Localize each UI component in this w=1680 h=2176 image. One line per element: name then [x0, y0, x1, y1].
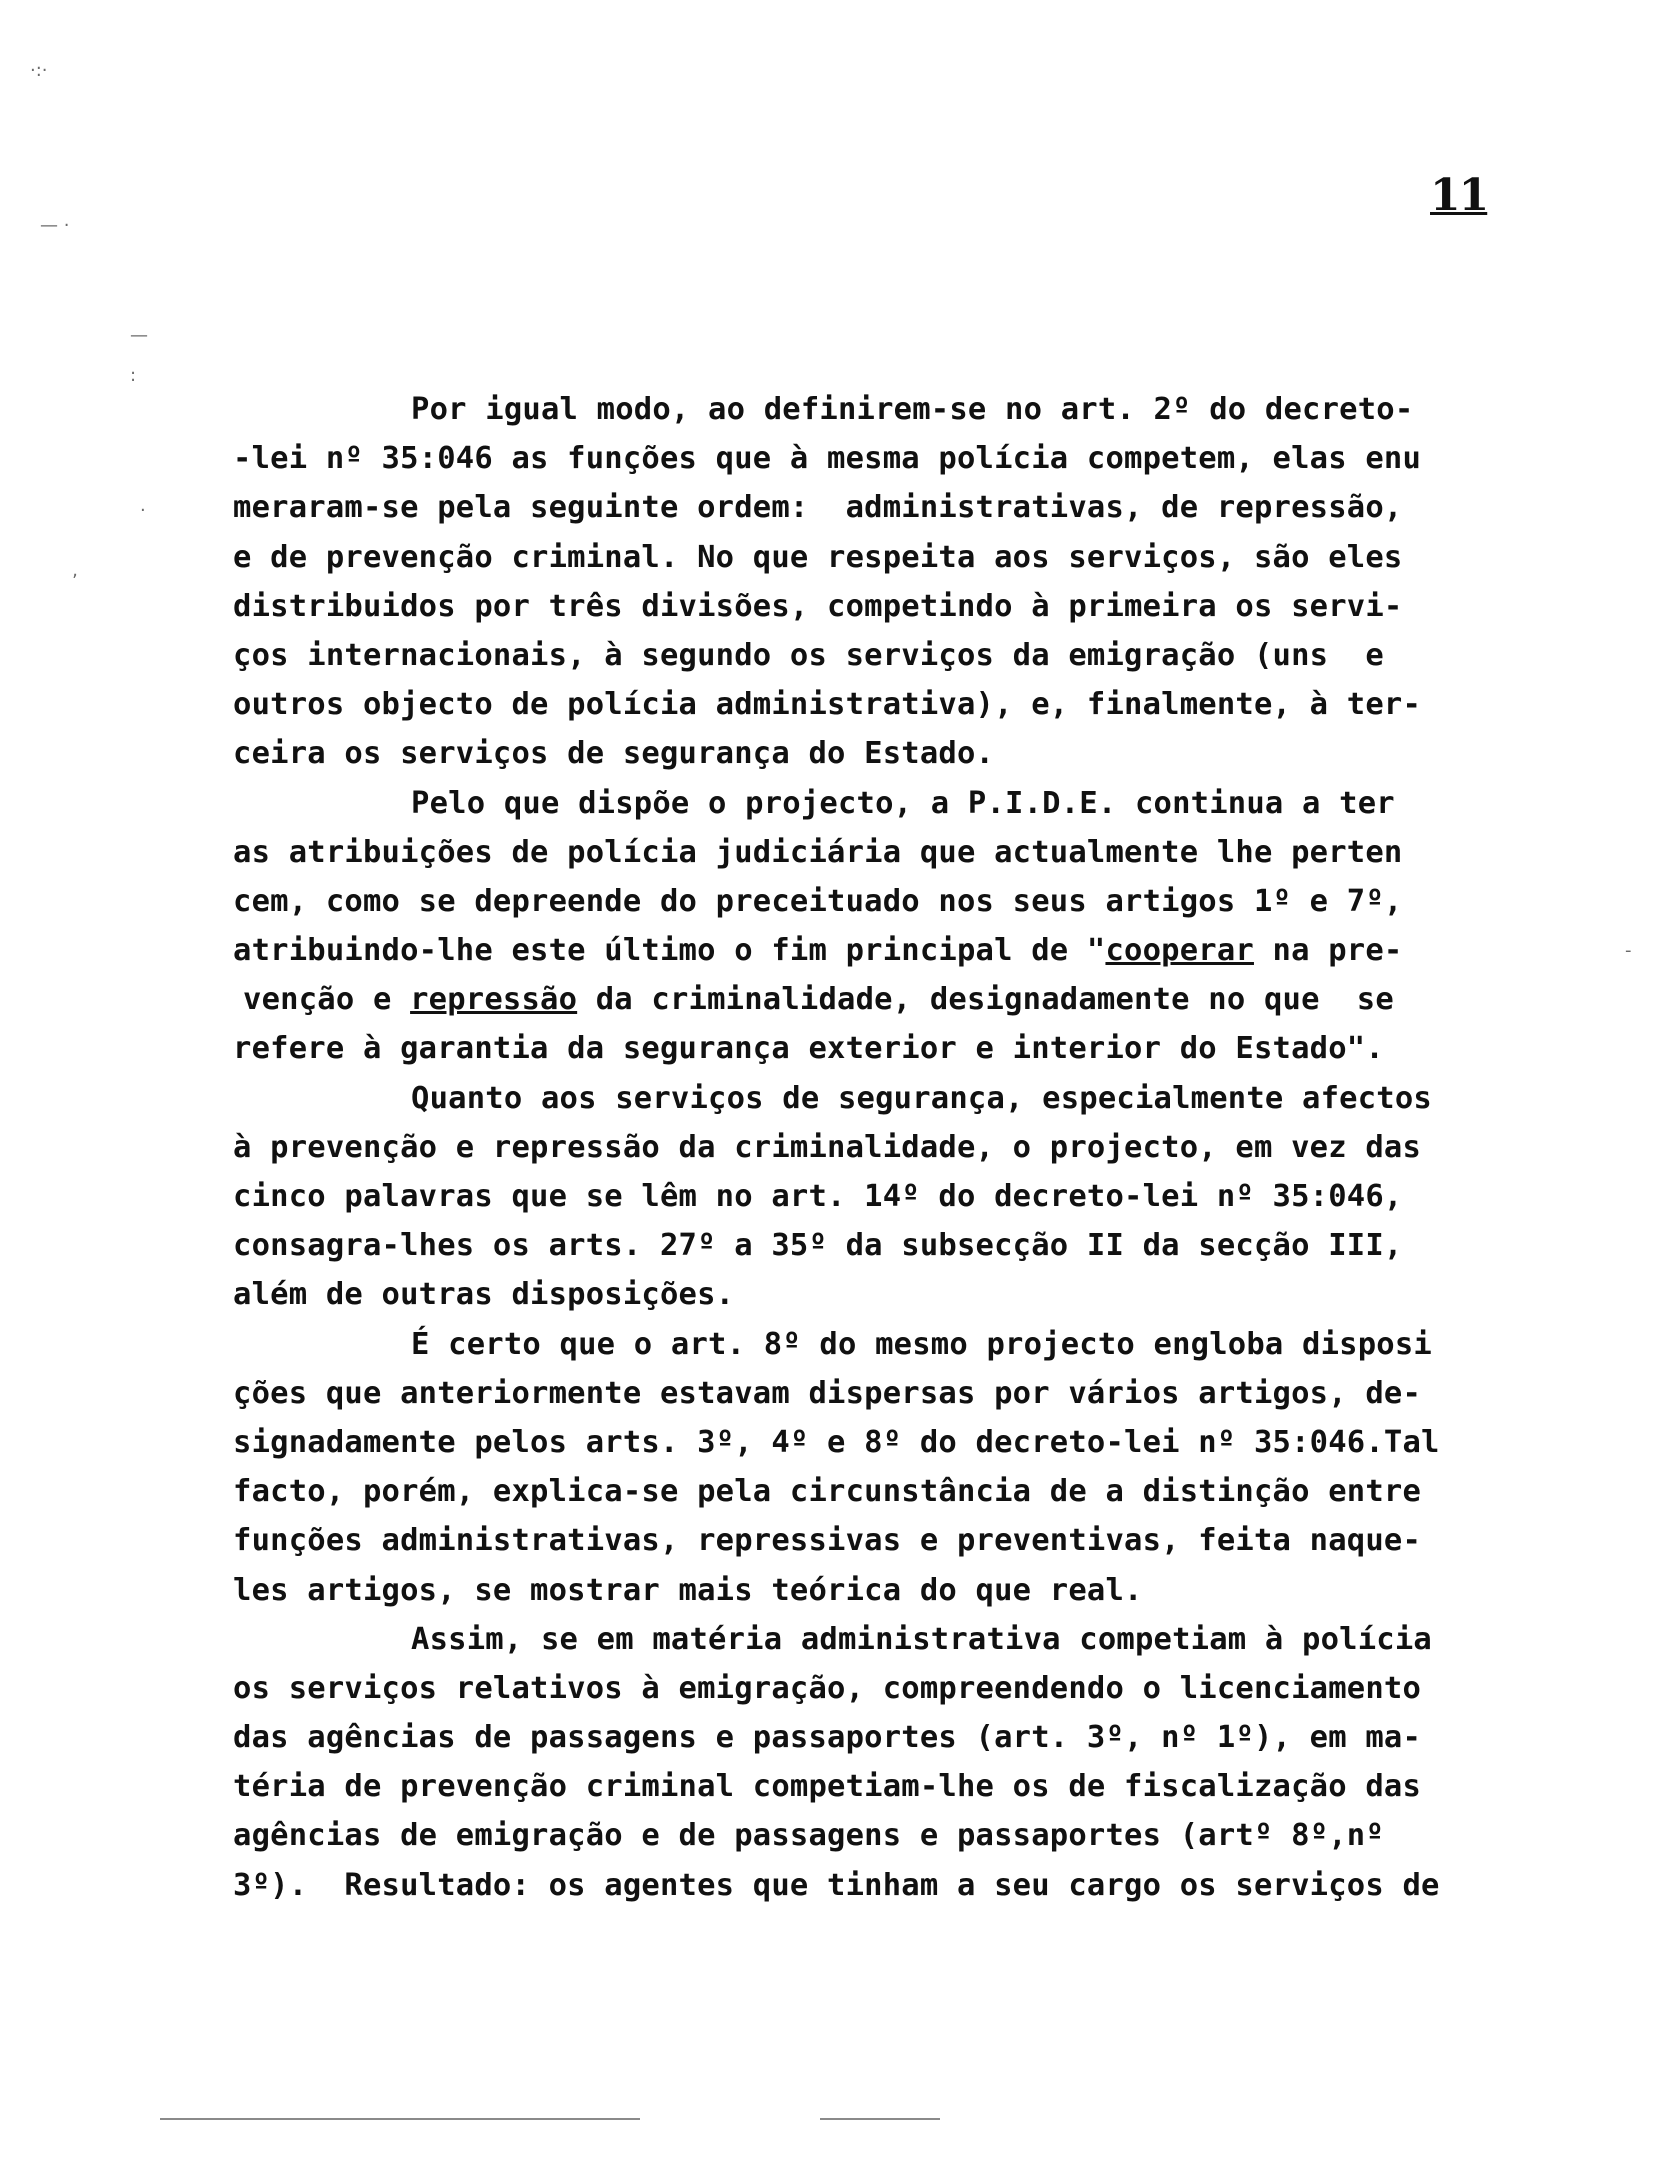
- text-line: à prevenção e repressão da criminalidade, o projecto, em vez das: [233, 1129, 1422, 1165]
- page-number: 11: [1430, 170, 1488, 221]
- text-line: facto, porém, explica-se pela circunstância de a distinção entre: [233, 1474, 1422, 1510]
- text-line: signadamente pelos arts. 3º, 4º e 8º do decreto-lei nº 35:046.Tal: [233, 1424, 1440, 1460]
- text-line: distribuidos por três divisões, competindo à primeira os servi-: [233, 588, 1403, 624]
- paragraph-4: [233, 1320, 1513, 1615]
- text-line: cem, como se depreende do preceituado nos seus artigos 1º e 7º,: [233, 883, 1403, 919]
- margin-mark: ·:·: [30, 60, 48, 81]
- margin-mark: :: [130, 365, 137, 386]
- footer-rule: [820, 2118, 940, 2120]
- text-line: -lei nº 35:046 as funções que à mesma polícia competem, elas enu: [233, 441, 1422, 477]
- margin-mark: ‚: [72, 560, 78, 581]
- text-line: ceira os serviços de segurança do Estado.: [233, 736, 995, 772]
- underlined-word: cooperar: [1105, 933, 1254, 969]
- text-segment: venção e: [243, 982, 411, 1018]
- footer-rule: [160, 2118, 640, 2120]
- text-line: Assim, se em matéria administrativa competiam à polícia: [411, 1621, 1432, 1657]
- underlined-word: repressão: [410, 982, 578, 1018]
- paragraph-2: [233, 779, 1513, 1074]
- text-line: refere à garantia da segurança exterior e interior do Estado".: [233, 1031, 1384, 1067]
- text-line: ções que anteriormente estavam dispersas por vários artigos, de-: [233, 1375, 1422, 1411]
- paragraph-3: [233, 1074, 1513, 1320]
- text-line: Quanto aos serviços de segurança, especialmente afectos: [411, 1080, 1432, 1116]
- text-line: os serviços relativos à emigração, compreendendo o licenciamento: [233, 1670, 1422, 1706]
- text-line: das agências de passagens e passaportes (art. 3º, nº 1º), em ma-: [233, 1720, 1422, 1756]
- text-line: les artigos, se mostrar mais teórica do que real.: [233, 1572, 1143, 1608]
- text-line: téria de prevenção criminal competiam-lhe os de fiscalização das: [233, 1769, 1422, 1805]
- text-segment: da criminalidade, designadamente no que se: [577, 982, 1394, 1018]
- text-line: 3º). Resultado: os agentes que tinham a seu cargo os serviços de: [233, 1867, 1440, 1903]
- text-line: agências de emigração e de passagens e passaportes (artº 8º,nº: [233, 1818, 1384, 1854]
- text-line: cinco palavras que se lêm no art. 14º do decreto-lei nº 35:046,: [233, 1179, 1403, 1214]
- text-line: Pelo que dispõe o projecto, a P.I.D.E. continua a ter: [411, 785, 1395, 821]
- text-line: consagra-lhes os arts. 27º a 35º da subsecção II da secção III,: [233, 1228, 1403, 1264]
- paragraph-5: [233, 1615, 1513, 1910]
- margin-mark: —: [130, 325, 148, 346]
- margin-mark: -: [1625, 940, 1632, 961]
- text-line: funções administrativas, repressivas e preventivas, feita naque-: [233, 1523, 1422, 1559]
- text-line: [233, 926, 1513, 975]
- text-line: ços internacionais, à segundo os serviços da emigração (uns e: [233, 637, 1384, 673]
- document-body: [233, 385, 1513, 1910]
- text-segment: na pre-: [1253, 933, 1403, 969]
- text-line: as atribuições de polícia judiciária que actualmente lhe perten: [233, 834, 1403, 870]
- text-line: e de prevenção criminal. No que respeita aos serviços, são eles: [233, 539, 1403, 575]
- text-line: além de outras disposições.: [233, 1277, 735, 1313]
- text-line: outros objecto de polícia administrativa), e, finalmente, à ter-: [233, 687, 1422, 723]
- text-segment: atribuindo-lhe este último o fim principal de ": [233, 933, 1106, 969]
- paragraph-1: [233, 385, 1513, 779]
- text-line: Por igual modo, ao definirem-se no art. 2º do decreto-: [411, 392, 1414, 427]
- text-line: É certo que o art. 8º do mesmo projecto engloba disposi: [411, 1326, 1432, 1362]
- text-line: [233, 975, 1513, 1024]
- text-line: meraram-se pela seguinte ordem: administrativas, de repressão,: [233, 490, 1403, 526]
- margin-mark: — ·: [40, 215, 70, 236]
- margin-mark: ·: [140, 500, 146, 521]
